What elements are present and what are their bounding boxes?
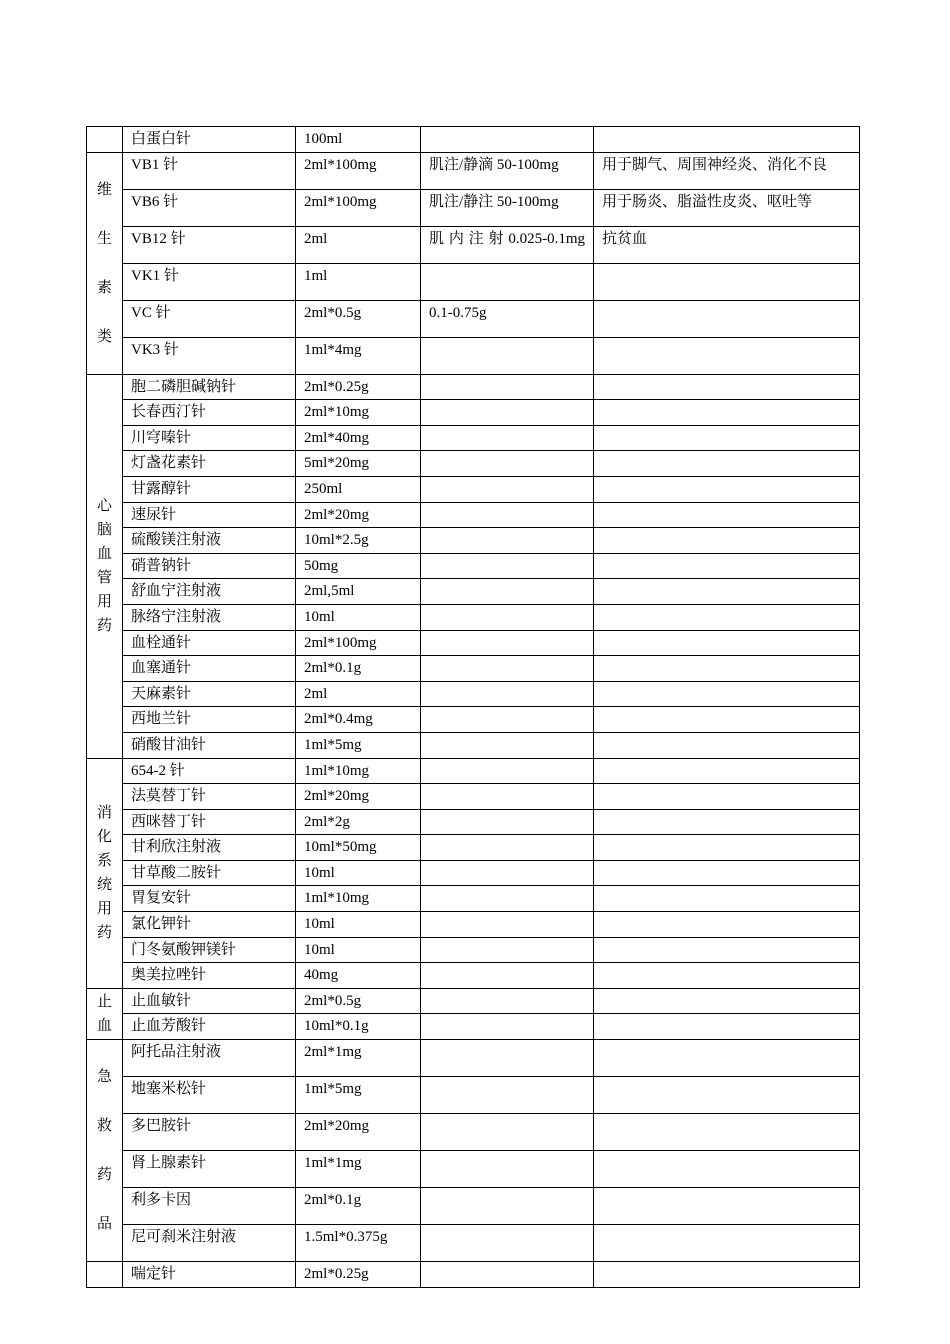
cell-usage	[421, 1262, 594, 1288]
cell-usage	[421, 1225, 594, 1262]
cell-spec: 2ml*0.1g	[296, 656, 421, 682]
cell-spec: 2ml*40mg	[296, 425, 421, 451]
cell-spec: 250ml	[296, 476, 421, 502]
cell-indication	[594, 681, 860, 707]
cell-usage	[421, 860, 594, 886]
table-row	[87, 226, 860, 263]
cell-spec: 1ml*5mg	[296, 732, 421, 758]
category-char: 消	[96, 805, 112, 822]
cell-usage	[421, 374, 594, 400]
cell-name: 肾上腺素针	[123, 1151, 296, 1188]
cell-name: 川穹嗪针	[123, 425, 296, 451]
cell-indication	[594, 732, 860, 758]
cell-name: 硫酸镁注射液	[123, 528, 296, 554]
cell-indication	[594, 400, 860, 426]
cell-usage	[421, 451, 594, 477]
cell-usage	[421, 707, 594, 733]
cell-indication	[594, 707, 860, 733]
cell-usage	[421, 502, 594, 528]
category-char: 药	[96, 925, 112, 942]
cell-spec: 1ml*5mg	[296, 1077, 421, 1114]
category-cell	[87, 758, 123, 988]
table-row	[87, 1114, 860, 1151]
cell-spec: 2ml*0.5g	[296, 988, 421, 1014]
cell-spec: 100ml	[296, 127, 421, 153]
cell-indication	[594, 630, 860, 656]
category-char: 用	[96, 901, 112, 918]
cell-name: 阿托品注射液	[123, 1040, 296, 1077]
cell-usage	[421, 1077, 594, 1114]
cell-usage	[421, 1040, 594, 1077]
cell-name: 血塞通针	[123, 656, 296, 682]
cell-usage	[421, 937, 594, 963]
cell-usage	[421, 809, 594, 835]
cell-indication: 用于脚气、周围神经炎、消化不良	[594, 152, 860, 189]
cell-spec: 5ml*20mg	[296, 451, 421, 477]
cell-indication	[594, 300, 860, 337]
drug-table-body	[87, 127, 860, 1288]
category-char: 统	[96, 877, 112, 894]
cell-usage: 肌注/静滴 50-100mg	[421, 152, 594, 189]
cell-indication	[594, 860, 860, 886]
cell-indication	[594, 337, 860, 374]
cell-usage	[421, 127, 594, 153]
cell-spec: 2ml*10mg	[296, 400, 421, 426]
category-char: 药	[96, 1167, 112, 1184]
cell-spec: 2ml*100mg	[296, 152, 421, 189]
category-cell	[87, 374, 123, 758]
category-char: 化	[96, 829, 112, 846]
cell-indication	[594, 1188, 860, 1225]
table-row	[87, 732, 860, 758]
table-row	[87, 1188, 860, 1225]
category-char: 品	[96, 1216, 112, 1233]
cell-usage	[421, 912, 594, 938]
table-row	[87, 374, 860, 400]
cell-spec: 10ml*50mg	[296, 835, 421, 861]
cell-indication: 抗贫血	[594, 226, 860, 263]
cell-usage	[421, 553, 594, 579]
table-row	[87, 656, 860, 682]
cell-indication	[594, 553, 860, 579]
cell-spec: 1ml*4mg	[296, 337, 421, 374]
table-row	[87, 707, 860, 733]
table-row	[87, 152, 860, 189]
cell-usage	[421, 758, 594, 784]
cell-spec: 1ml*10mg	[296, 886, 421, 912]
table-row	[87, 300, 860, 337]
cell-spec: 10ml	[296, 860, 421, 886]
cell-name: 硝普钠针	[123, 553, 296, 579]
table-row	[87, 681, 860, 707]
category-cell	[87, 988, 123, 1039]
category-char: 维	[96, 181, 112, 198]
cell-indication	[594, 1040, 860, 1077]
cell-indication	[594, 937, 860, 963]
cell-indication	[594, 127, 860, 153]
cell-indication	[594, 502, 860, 528]
cell-spec: 1ml*1mg	[296, 1151, 421, 1188]
cell-indication	[594, 1225, 860, 1262]
table-row	[87, 860, 860, 886]
cell-spec: 2ml*20mg	[296, 784, 421, 810]
category-char: 脑	[96, 522, 112, 539]
cell-indication	[594, 579, 860, 605]
category-char: 止	[96, 993, 112, 1010]
cell-name: 甘利欣注射液	[123, 835, 296, 861]
cell-usage	[421, 886, 594, 912]
cell-name: 654-2 针	[123, 758, 296, 784]
table-row	[87, 1014, 860, 1040]
category-char: 素	[96, 279, 112, 296]
cell-usage	[421, 732, 594, 758]
table-row	[87, 553, 860, 579]
cell-name: VK1 针	[123, 263, 296, 300]
cell-name: 喘定针	[123, 1262, 296, 1288]
cell-name: VK3 针	[123, 337, 296, 374]
cell-usage	[421, 681, 594, 707]
table-row	[87, 263, 860, 300]
cell-indication	[594, 988, 860, 1014]
cell-usage: 肌 内 注 射 0.025-0.1mg	[421, 226, 594, 263]
category-char: 药	[96, 618, 112, 635]
cell-name: 西地兰针	[123, 707, 296, 733]
table-row	[87, 912, 860, 938]
cell-indication	[594, 374, 860, 400]
cell-spec: 2ml*0.25g	[296, 374, 421, 400]
cell-spec: 10ml	[296, 604, 421, 630]
cell-usage	[421, 835, 594, 861]
cell-name: 法莫替丁针	[123, 784, 296, 810]
cell-spec: 10ml	[296, 912, 421, 938]
cell-spec: 2ml*20mg	[296, 502, 421, 528]
cell-spec: 2ml*0.1g	[296, 1188, 421, 1225]
category-char: 急	[96, 1069, 112, 1086]
table-row	[87, 400, 860, 426]
category-char: 血	[96, 1017, 112, 1034]
cell-usage	[421, 1014, 594, 1040]
cell-spec: 2ml*0.4mg	[296, 707, 421, 733]
cell-name: 多巴胺针	[123, 1114, 296, 1151]
cell-name: 氯化钾针	[123, 912, 296, 938]
cell-name: 舒血宁注射液	[123, 579, 296, 605]
table-row	[87, 502, 860, 528]
cell-spec: 10ml*0.1g	[296, 1014, 421, 1040]
cell-indication	[594, 758, 860, 784]
cell-usage	[421, 400, 594, 426]
cell-indication	[594, 656, 860, 682]
cell-indication	[594, 451, 860, 477]
category-char: 心	[96, 498, 112, 515]
table-row	[87, 809, 860, 835]
cell-indication	[594, 1077, 860, 1114]
cell-spec: 10ml	[296, 937, 421, 963]
category-char: 系	[96, 853, 112, 870]
cell-spec: 2ml*100mg	[296, 630, 421, 656]
cell-spec: 2ml*2g	[296, 809, 421, 835]
cell-indication	[594, 1262, 860, 1288]
cell-indication	[594, 1114, 860, 1151]
cell-name: VB1 针	[123, 152, 296, 189]
cell-name: VB12 针	[123, 226, 296, 263]
cell-name: 利多卡因	[123, 1188, 296, 1225]
cell-name: 止血芳酸针	[123, 1014, 296, 1040]
category-char: 生	[96, 230, 112, 247]
cell-name: 脉络宁注射液	[123, 604, 296, 630]
category-char: 管	[96, 570, 112, 587]
cell-indication	[594, 809, 860, 835]
table-row	[87, 988, 860, 1014]
cell-indication	[594, 835, 860, 861]
cell-usage	[421, 476, 594, 502]
cell-indication	[594, 912, 860, 938]
cell-usage	[421, 528, 594, 554]
category-char: 血	[96, 546, 112, 563]
cell-name: 胃复安针	[123, 886, 296, 912]
category-char: 救	[96, 1118, 112, 1135]
cell-indication	[594, 963, 860, 989]
cell-usage	[421, 988, 594, 1014]
cell-indication	[594, 263, 860, 300]
cell-name: 长春西汀针	[123, 400, 296, 426]
cell-indication: 用于肠炎、脂溢性皮炎、呕吐等	[594, 189, 860, 226]
cell-name: 甘露醇针	[123, 476, 296, 502]
table-row	[87, 604, 860, 630]
table-row	[87, 579, 860, 605]
cell-name: 硝酸甘油针	[123, 732, 296, 758]
table-row	[87, 127, 860, 153]
cell-spec: 1ml*10mg	[296, 758, 421, 784]
cell-name: 天麻素针	[123, 681, 296, 707]
table-row	[87, 963, 860, 989]
cell-name: 止血敏针	[123, 988, 296, 1014]
cell-indication	[594, 528, 860, 554]
cell-indication	[594, 425, 860, 451]
category-cell	[87, 1040, 123, 1262]
table-row	[87, 451, 860, 477]
cell-spec: 2ml*0.25g	[296, 1262, 421, 1288]
cell-indication	[594, 1014, 860, 1040]
cell-usage	[421, 579, 594, 605]
category-cell	[87, 152, 123, 374]
table-row	[87, 937, 860, 963]
cell-spec: 10ml*2.5g	[296, 528, 421, 554]
cell-spec: 2ml,5ml	[296, 579, 421, 605]
cell-name: 胞二磷胆碱钠针	[123, 374, 296, 400]
cell-indication	[594, 886, 860, 912]
cell-indication	[594, 1151, 860, 1188]
cell-spec: 2ml*100mg	[296, 189, 421, 226]
category-label	[87, 494, 122, 638]
table-row	[87, 886, 860, 912]
cell-spec: 2ml*0.5g	[296, 300, 421, 337]
cell-usage	[421, 425, 594, 451]
table-row	[87, 425, 860, 451]
category-cell	[87, 1262, 123, 1288]
cell-name: 血栓通针	[123, 630, 296, 656]
cell-usage: 0.1-0.75g	[421, 300, 594, 337]
table-row	[87, 784, 860, 810]
cell-name: 尼可刹米注射液	[123, 1225, 296, 1262]
table-row	[87, 1225, 860, 1262]
table-row	[87, 476, 860, 502]
cell-usage	[421, 604, 594, 630]
category-label	[87, 178, 122, 349]
table-row	[87, 630, 860, 656]
cell-usage: 肌注/静注 50-100mg	[421, 189, 594, 226]
cell-name: 门冬氨酸钾镁针	[123, 937, 296, 963]
cell-indication	[594, 476, 860, 502]
cell-usage	[421, 630, 594, 656]
cell-usage	[421, 784, 594, 810]
table-row	[87, 1262, 860, 1288]
category-label	[87, 990, 122, 1038]
category-char: 类	[96, 328, 112, 345]
cell-name: VB6 针	[123, 189, 296, 226]
cell-spec: 40mg	[296, 963, 421, 989]
cell-indication	[594, 784, 860, 810]
table-row	[87, 1151, 860, 1188]
table-row	[87, 835, 860, 861]
cell-name: 白蛋白针	[123, 127, 296, 153]
cell-usage	[421, 1188, 594, 1225]
category-label	[87, 801, 122, 945]
cell-spec: 1ml	[296, 263, 421, 300]
table-row	[87, 337, 860, 374]
cell-usage	[421, 1114, 594, 1151]
cell-usage	[421, 263, 594, 300]
cell-spec: 1.5ml*0.375g	[296, 1225, 421, 1262]
cell-name: 西咪替丁针	[123, 809, 296, 835]
drug-table	[86, 126, 860, 1288]
cell-usage	[421, 656, 594, 682]
cell-spec: 50mg	[296, 553, 421, 579]
category-label	[87, 1065, 122, 1236]
cell-usage	[421, 1151, 594, 1188]
cell-name: 奥美拉唑针	[123, 963, 296, 989]
cell-spec: 2ml	[296, 681, 421, 707]
cell-name: 甘草酸二胺针	[123, 860, 296, 886]
cell-spec: 2ml	[296, 226, 421, 263]
cell-spec: 2ml*1mg	[296, 1040, 421, 1077]
cell-name: 地塞米松针	[123, 1077, 296, 1114]
cell-usage	[421, 963, 594, 989]
table-row	[87, 1077, 860, 1114]
cell-name: VC 针	[123, 300, 296, 337]
cell-name: 灯盏花素针	[123, 451, 296, 477]
category-cell	[87, 127, 123, 153]
table-row	[87, 1040, 860, 1077]
table-row	[87, 758, 860, 784]
table-row	[87, 189, 860, 226]
cell-name: 速尿针	[123, 502, 296, 528]
cell-spec: 2ml*20mg	[296, 1114, 421, 1151]
category-char: 用	[96, 594, 112, 611]
cell-usage	[421, 337, 594, 374]
table-row	[87, 528, 860, 554]
cell-indication	[594, 604, 860, 630]
